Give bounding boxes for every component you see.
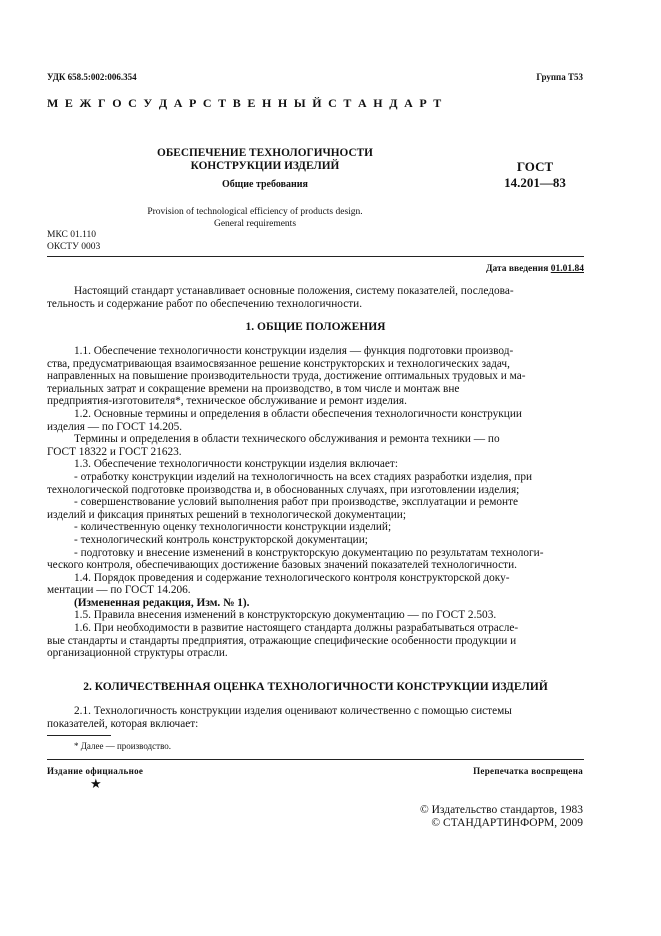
header-divider	[47, 256, 584, 257]
section-1-body	[47, 345, 584, 660]
body-line: изделия — по ГОСТ 14.205.	[47, 420, 183, 433]
body-line: направленных на повышение производительности труда, достижение оптимальных трудовых и ма-	[47, 370, 526, 383]
body-line: ментации — по ГОСТ 14.206.	[47, 584, 191, 597]
body-line: 1.4. Порядок проведения и содержание технологического контроля конструкторской доку-	[74, 571, 510, 584]
body-line: ства, предусматривающая взаимосвязанное решение конструкторских и технологических задач,	[47, 357, 510, 370]
copyright-block	[420, 804, 583, 830]
udk-code: УДК 658.5:002:006.354	[47, 72, 137, 82]
okstu-code: ОКСТУ 0003	[47, 241, 101, 252]
body-line: 1.5. Правила внесения изменений в конструкторскую документацию — по ГОСТ 2.503.	[74, 609, 497, 622]
body-line: - отработку конструкции изделий на технологичность на всех стадиях разработки изделия, при	[74, 470, 533, 483]
intro-date-label: Дата введения	[485, 264, 549, 274]
title-subtitle: Общие требования	[222, 179, 308, 190]
reprint-prohibited: Перепечатка воспрещена	[473, 766, 583, 776]
section-2-body	[47, 705, 584, 730]
body-line: - технологический контроль конструкторской документации;	[74, 533, 368, 546]
footnote: * Далее — производство.	[74, 741, 172, 751]
standard-banner: М Е Ж Г О С У Д А Р С Т В Е Н Н Ы Й С Т А Н Д А Р Т	[47, 96, 444, 110]
document-title	[100, 147, 430, 191]
body-line: технологической подготовке производства и, в обоснованных случаях, при изготовлении изделия;	[47, 483, 520, 496]
group-code: Группа Т53	[536, 72, 583, 82]
gost-number: 14.201—83	[504, 175, 566, 190]
body-line: 1.1. Обеспечение технологичности конструкции изделия — функция подготовки производ-	[74, 345, 514, 357]
intro-paragraph	[47, 285, 584, 310]
mks-code: МКС 01.110	[47, 230, 97, 240]
body-line: 1.6. При необходимости в развитие настоящего стандарта должны разрабатываться отрасле-	[74, 622, 519, 635]
footnote-rule	[47, 735, 111, 736]
body-line: показателей, которая включает:	[47, 717, 199, 730]
copyright-line-1: © Издательство стандартов, 1983	[419, 804, 583, 816]
title-line-1: ОБЕСПЕЧЕНИЕ ТЕХНОЛОГИЧНОСТИ	[157, 147, 373, 159]
english-title-line-2: General requirements	[213, 219, 297, 229]
title-line-2: КОНСТРУКЦИИ ИЗДЕЛИЙ	[190, 160, 340, 172]
body-line: териальных затрат и сокращение времени на производство, в том числе и монтаж вне	[47, 382, 460, 395]
english-title	[90, 206, 420, 230]
copyright-line-2: © СТАНДАРТИНФОРМ, 2009	[431, 817, 583, 829]
body-line: вые стандарты и стандарты предприятия, отражающие специфические особенности продукции и	[47, 634, 517, 647]
body-line: 1.2. Основные термины и определения в области обеспечения технологичности конструкции	[74, 407, 522, 420]
footer-divider	[47, 759, 584, 760]
intro-line: тельность и содержание работ по обеспечению технологичности.	[47, 297, 363, 310]
body-line: ГОСТ 18322 и ГОСТ 21623.	[47, 445, 182, 458]
gost-label: ГОСТ	[516, 159, 554, 174]
gost-designation	[485, 159, 585, 191]
english-title-line-1: Provision of technological efficiency of products design.	[147, 207, 363, 217]
body-line: 2.1. Технологичность конструкции изделия оценивают количественно с помощью системы	[74, 705, 512, 717]
edition-official: Издание официальное	[47, 766, 144, 776]
body-line: Термины и определения в области технического обслуживания и ремонта техники — по	[74, 433, 500, 446]
body-line: ческого контроля, обеспечивающих достижение базовых значений показателей технологичности.	[47, 559, 517, 572]
intro-line: Настоящий стандарт устанавливает основные положения, систему показателей, последова-	[74, 285, 514, 297]
intro-date	[486, 264, 584, 274]
body-line: - подготовку и внесение изменений в конструкторскую документацию по результатам технологи-	[74, 546, 544, 559]
body-line: предприятия-изготовителя*, техническое обслуживание и ремонт изделия.	[47, 395, 407, 408]
classification-codes	[47, 230, 100, 253]
section-2-heading: 2. КОЛИЧЕСТВЕННАЯ ОЦЕНКА ТЕХНОЛОГИЧНОСТИ КОНСТРУКЦИИ ИЗДЕЛИЙ	[83, 681, 548, 693]
amendment-note: (Измененная редакция, Изм. № 1).	[74, 596, 250, 609]
body-line: 1.3. Обеспечение технологичности конструкции изделия включает:	[74, 458, 398, 471]
star-icon: ★	[90, 776, 102, 791]
body-line: - совершенствование условий выполнения работ при производстве, эксплуатации и ремонте	[74, 496, 519, 509]
body-line: изделий и фиксация принятых решений в технологической документации;	[47, 508, 406, 521]
intro-date-value: 01.01.84	[550, 264, 584, 274]
section-1-heading: 1. ОБЩИЕ ПОЛОЖЕНИЯ	[245, 321, 386, 333]
body-line: - количественную оценку технологичности конструкции изделий;	[74, 521, 392, 534]
body-line: организационной структуры отрасли.	[47, 647, 228, 660]
